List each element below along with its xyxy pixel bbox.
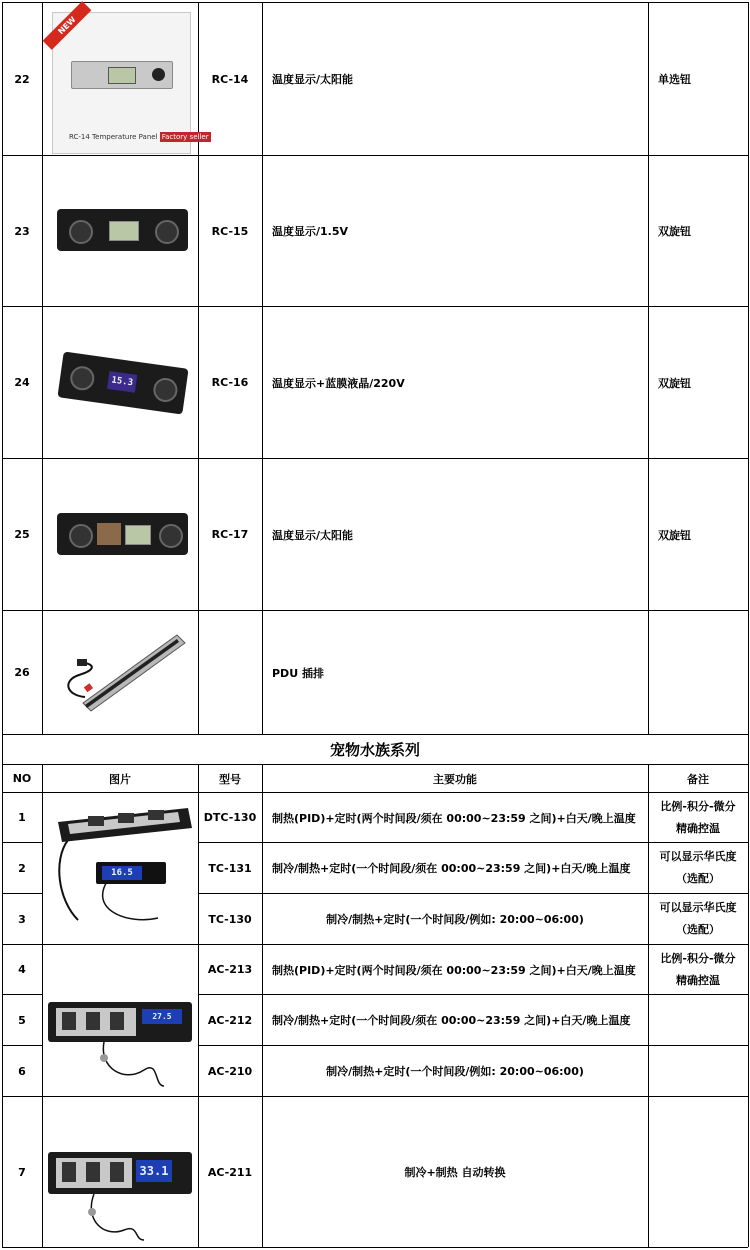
rc15-lcd bbox=[109, 221, 139, 241]
table-rule bbox=[748, 2, 749, 734]
section-title: 宠物水族系列 bbox=[329, 741, 420, 759]
row-number: 22 bbox=[14, 72, 30, 86]
rc14-product-image bbox=[52, 12, 209, 154]
model-cell: TC-131 bbox=[208, 861, 252, 875]
pdu-illustration bbox=[55, 625, 190, 720]
model-cell: AC-211 bbox=[207, 1165, 253, 1179]
note-cell bbox=[648, 611, 748, 734]
rc16-product-image bbox=[57, 351, 188, 414]
table-rule bbox=[748, 734, 749, 764]
note-cell bbox=[648, 793, 748, 842]
header-image: 图片 bbox=[109, 772, 131, 786]
rc17-lcd bbox=[125, 525, 151, 545]
ac211-power-strip bbox=[44, 1150, 196, 1244]
model-cell: RC-16 bbox=[211, 376, 249, 389]
model-cell: RC-14 bbox=[211, 72, 249, 86]
rc14-caption bbox=[69, 133, 211, 141]
tc-power-strip bbox=[48, 800, 194, 930]
row-number: 7 bbox=[18, 1165, 26, 1179]
tc131-lcd: 16.5 bbox=[102, 866, 142, 880]
row-number: 2 bbox=[18, 861, 26, 875]
knob-icon bbox=[152, 68, 165, 81]
note-line: 可以显示华氏度 bbox=[659, 901, 737, 914]
solar-cell bbox=[97, 523, 121, 545]
function-cell: 制冷/制热+定时(一个时间段/例如: 20:00~06:00) bbox=[326, 913, 584, 926]
row-number: 23 bbox=[14, 224, 30, 238]
pdu-product-image bbox=[55, 625, 190, 720]
row-number: 4 bbox=[18, 963, 26, 976]
table-rule bbox=[42, 764, 43, 1247]
rc16-lcd: 15.3 bbox=[107, 371, 137, 393]
function-cell: 制冷/制热+定时(一个时间段/须在 00:00~23:59 之间)+白天/晚上温度 bbox=[272, 1014, 631, 1027]
note-line: 精确控温 bbox=[676, 821, 720, 835]
note-line: 可以显示华氏度 bbox=[659, 850, 737, 863]
note-line: 比例-积分-微分 bbox=[660, 799, 736, 813]
row-number: 25 bbox=[14, 528, 30, 541]
model-cell: AC-213 bbox=[207, 963, 253, 976]
table-rule bbox=[42, 2, 43, 734]
rc14-panel bbox=[71, 61, 173, 89]
function-cell: 制冷/制热+定时(一个时间段/须在 00:00~23:59 之间)+白天/晚上温度 bbox=[272, 862, 631, 875]
new-badge bbox=[43, 1, 92, 50]
note-line: 比例-积分-微分 bbox=[660, 951, 736, 965]
function-cell: PDU 插排 bbox=[272, 666, 324, 680]
row-number: 6 bbox=[18, 1064, 26, 1078]
row-number: 26 bbox=[14, 666, 30, 679]
row-number: 5 bbox=[18, 1013, 26, 1027]
note-cell: 双旋钮 bbox=[658, 376, 691, 390]
model-cell: RC-17 bbox=[211, 528, 249, 541]
model-cell: DTC-130 bbox=[203, 811, 257, 824]
header-note: 备注 bbox=[687, 772, 709, 786]
ac212-lcd: 27.5 bbox=[142, 1009, 182, 1024]
function-cell: 制热(PID)+定时(两个时间段/须在 00:00~23:59 之间)+白天/晚上温度 bbox=[272, 963, 636, 977]
ac-controller-image bbox=[44, 998, 196, 1090]
knob-icon bbox=[69, 365, 96, 392]
tc-controller-image bbox=[48, 800, 194, 930]
rc14-lcd bbox=[108, 67, 136, 84]
header-function: 主要功能 bbox=[433, 772, 477, 786]
knob-icon bbox=[69, 220, 93, 244]
rc15-product-image bbox=[57, 209, 188, 251]
model-cell: TC-130 bbox=[208, 912, 252, 926]
knob-icon bbox=[69, 524, 93, 548]
model-cell: AC-210 bbox=[207, 1064, 253, 1078]
function-cell: 温度显示/太阳能 bbox=[272, 528, 354, 542]
function-cell: 制冷+制热 自动转换 bbox=[404, 1166, 506, 1179]
knob-icon bbox=[152, 376, 179, 403]
rc17-product-image bbox=[57, 513, 188, 555]
factory-seller-tag: Factory seller bbox=[161, 133, 209, 141]
function-cell: 温度显示+蓝膜液晶/220V bbox=[272, 376, 405, 390]
ac211-lcd: 33.1 bbox=[136, 1160, 172, 1182]
note-cell bbox=[648, 894, 748, 944]
note-cell bbox=[648, 945, 748, 994]
header-model: 型号 bbox=[219, 772, 241, 786]
ac211-product-image bbox=[44, 1150, 196, 1244]
table-rule bbox=[748, 764, 749, 1247]
rc14-caption-text: RC-14 Temperature Panel bbox=[69, 133, 158, 141]
table-rule bbox=[2, 1247, 748, 1248]
note-cell: 双旋钮 bbox=[658, 528, 691, 542]
new-badge-label: NEW bbox=[56, 14, 78, 37]
function-cell: 温度显示/1.5V bbox=[272, 225, 349, 238]
knob-icon bbox=[159, 524, 183, 548]
header-no: NO bbox=[12, 772, 32, 785]
row-number: 1 bbox=[18, 811, 26, 824]
note-line: （选配） bbox=[676, 923, 720, 936]
row-number: 3 bbox=[18, 912, 26, 926]
function-cell: 温度显示/太阳能 bbox=[272, 73, 354, 86]
model-cell: RC-15 bbox=[211, 224, 249, 238]
function-cell: 制冷/制热+定时(一个时间段/例如: 20:00~06:00) bbox=[326, 1065, 584, 1078]
note-cell bbox=[648, 843, 748, 893]
model-cell: AC-212 bbox=[207, 1013, 253, 1027]
note-line: （选配） bbox=[676, 872, 720, 885]
row-number: 24 bbox=[14, 376, 30, 389]
note-line: 精确控温 bbox=[676, 973, 720, 987]
function-cell: 制热(PID)+定时(两个时间段/须在 00:00~23:59 之间)+白天/晚上温度 bbox=[272, 811, 636, 825]
note-cell: 双旋钮 bbox=[658, 225, 691, 238]
note-cell: 单选钮 bbox=[658, 73, 691, 86]
knob-icon bbox=[155, 220, 179, 244]
model-cell bbox=[198, 611, 262, 734]
